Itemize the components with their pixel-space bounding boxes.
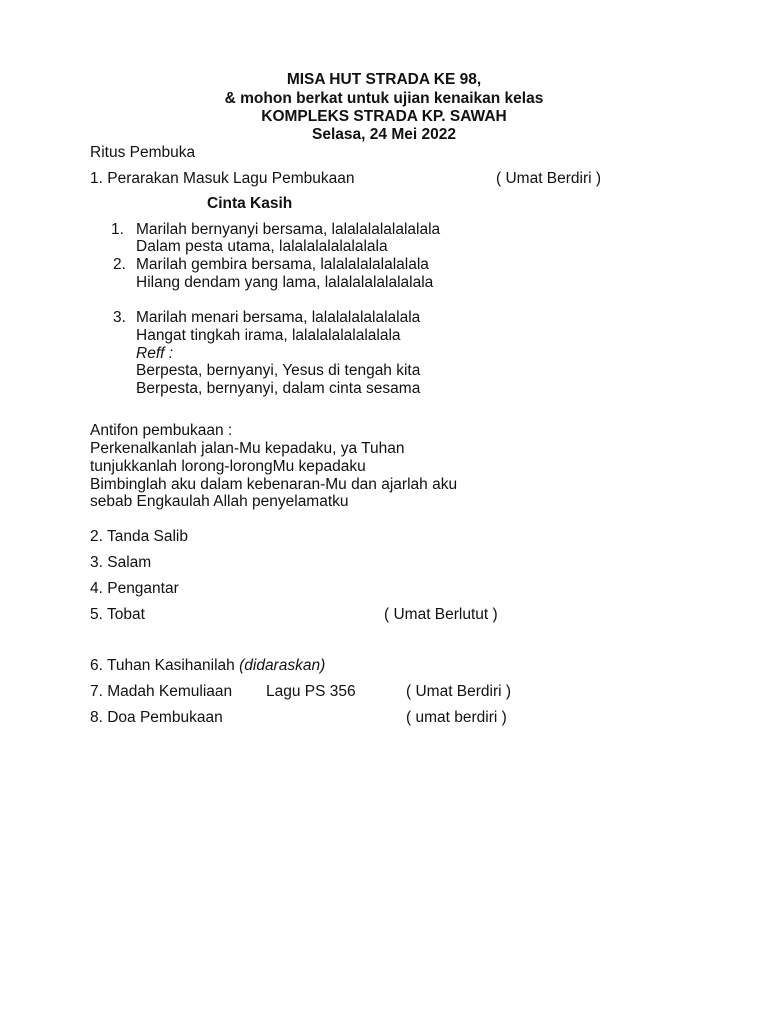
doc-title-line-2: & mohon berkat untuk ujian kenaikan kelas <box>224 90 544 107</box>
section-title: Ritus Pembuka <box>90 144 196 161</box>
item-6 <box>90 657 325 675</box>
item-7-note: ( Umat Berdiri ) <box>406 683 512 700</box>
item-8-label: 8. Doa Pembukaan <box>90 709 223 726</box>
verse-3-line-1: Marilah menari bersama, lalalalalalalalala <box>136 309 421 326</box>
item-5-label: 5. Tobat <box>90 606 145 623</box>
refrain-line-2: Berpesta, bernyanyi, dalam cinta sesama <box>136 380 421 397</box>
doc-title-line-3: KOMPLEKS STRADA KP. SAWAH <box>261 108 507 125</box>
song-title: Cinta Kasih <box>207 195 293 212</box>
refrain-label: Reff : <box>136 345 174 362</box>
verse-1-number: 1. <box>111 221 124 238</box>
item-4: 4. Pengantar <box>90 580 179 597</box>
item-2: 2. Tanda Salib <box>90 528 188 545</box>
verse-1-line-1: Marilah bernyanyi bersama, lalalalalalalalala <box>136 221 441 238</box>
antifon-line-3: Bimbinglah aku dalam kebenaran-Mu dan ajarlah aku <box>90 476 458 493</box>
item-8-note: ( umat berdiri ) <box>406 709 507 726</box>
antifon-label: Antifon pembukaan : <box>90 422 233 439</box>
verse-1-line-2: Dalam pesta utama, lalalalalalalalala <box>136 238 388 255</box>
verse-3-line-2: Hangat tingkah irama, lalalalalalalalala <box>136 327 401 344</box>
item-7-song: Lagu PS 356 <box>266 683 356 700</box>
antifon-line-1: Perkenalkanlah jalan-Mu kepadaku, ya Tuhan <box>90 440 405 457</box>
item-1-note: ( Umat Berdiri ) <box>496 170 602 187</box>
item-7-label: 7. Madah Kemuliaan <box>90 683 233 700</box>
item-1-label: 1. Perarakan Masuk Lagu Pembukaan <box>90 170 355 187</box>
verse-2-line-1: Marilah gembira bersama, lalalalalalalalala <box>136 256 429 273</box>
antifon-line-4: sebab Engkaulah Allah penyelamatku <box>90 493 349 510</box>
item-5-note: ( Umat Berlutut ) <box>384 606 498 623</box>
verse-3-number: 3. <box>113 309 126 326</box>
item-3: 3. Salam <box>90 554 152 571</box>
verse-2-line-2: Hilang dendam yang lama, lalalalalalalalala <box>136 274 434 291</box>
verse-2-number: 2. <box>113 256 126 273</box>
item-6-label: 6. Tuhan Kasihanilah <box>90 657 240 674</box>
antifon-line-2: tunjukkanlah lorong-lorongMu kepadaku <box>90 458 366 475</box>
item-6-note: (didaraskan) <box>239 657 326 674</box>
doc-date: Selasa, 24 Mei 2022 <box>312 126 456 143</box>
doc-title-line-1: MISA HUT STRADA KE 98, <box>286 71 482 88</box>
refrain-line-1: Berpesta, bernyanyi, Yesus di tengah kita <box>136 362 421 379</box>
